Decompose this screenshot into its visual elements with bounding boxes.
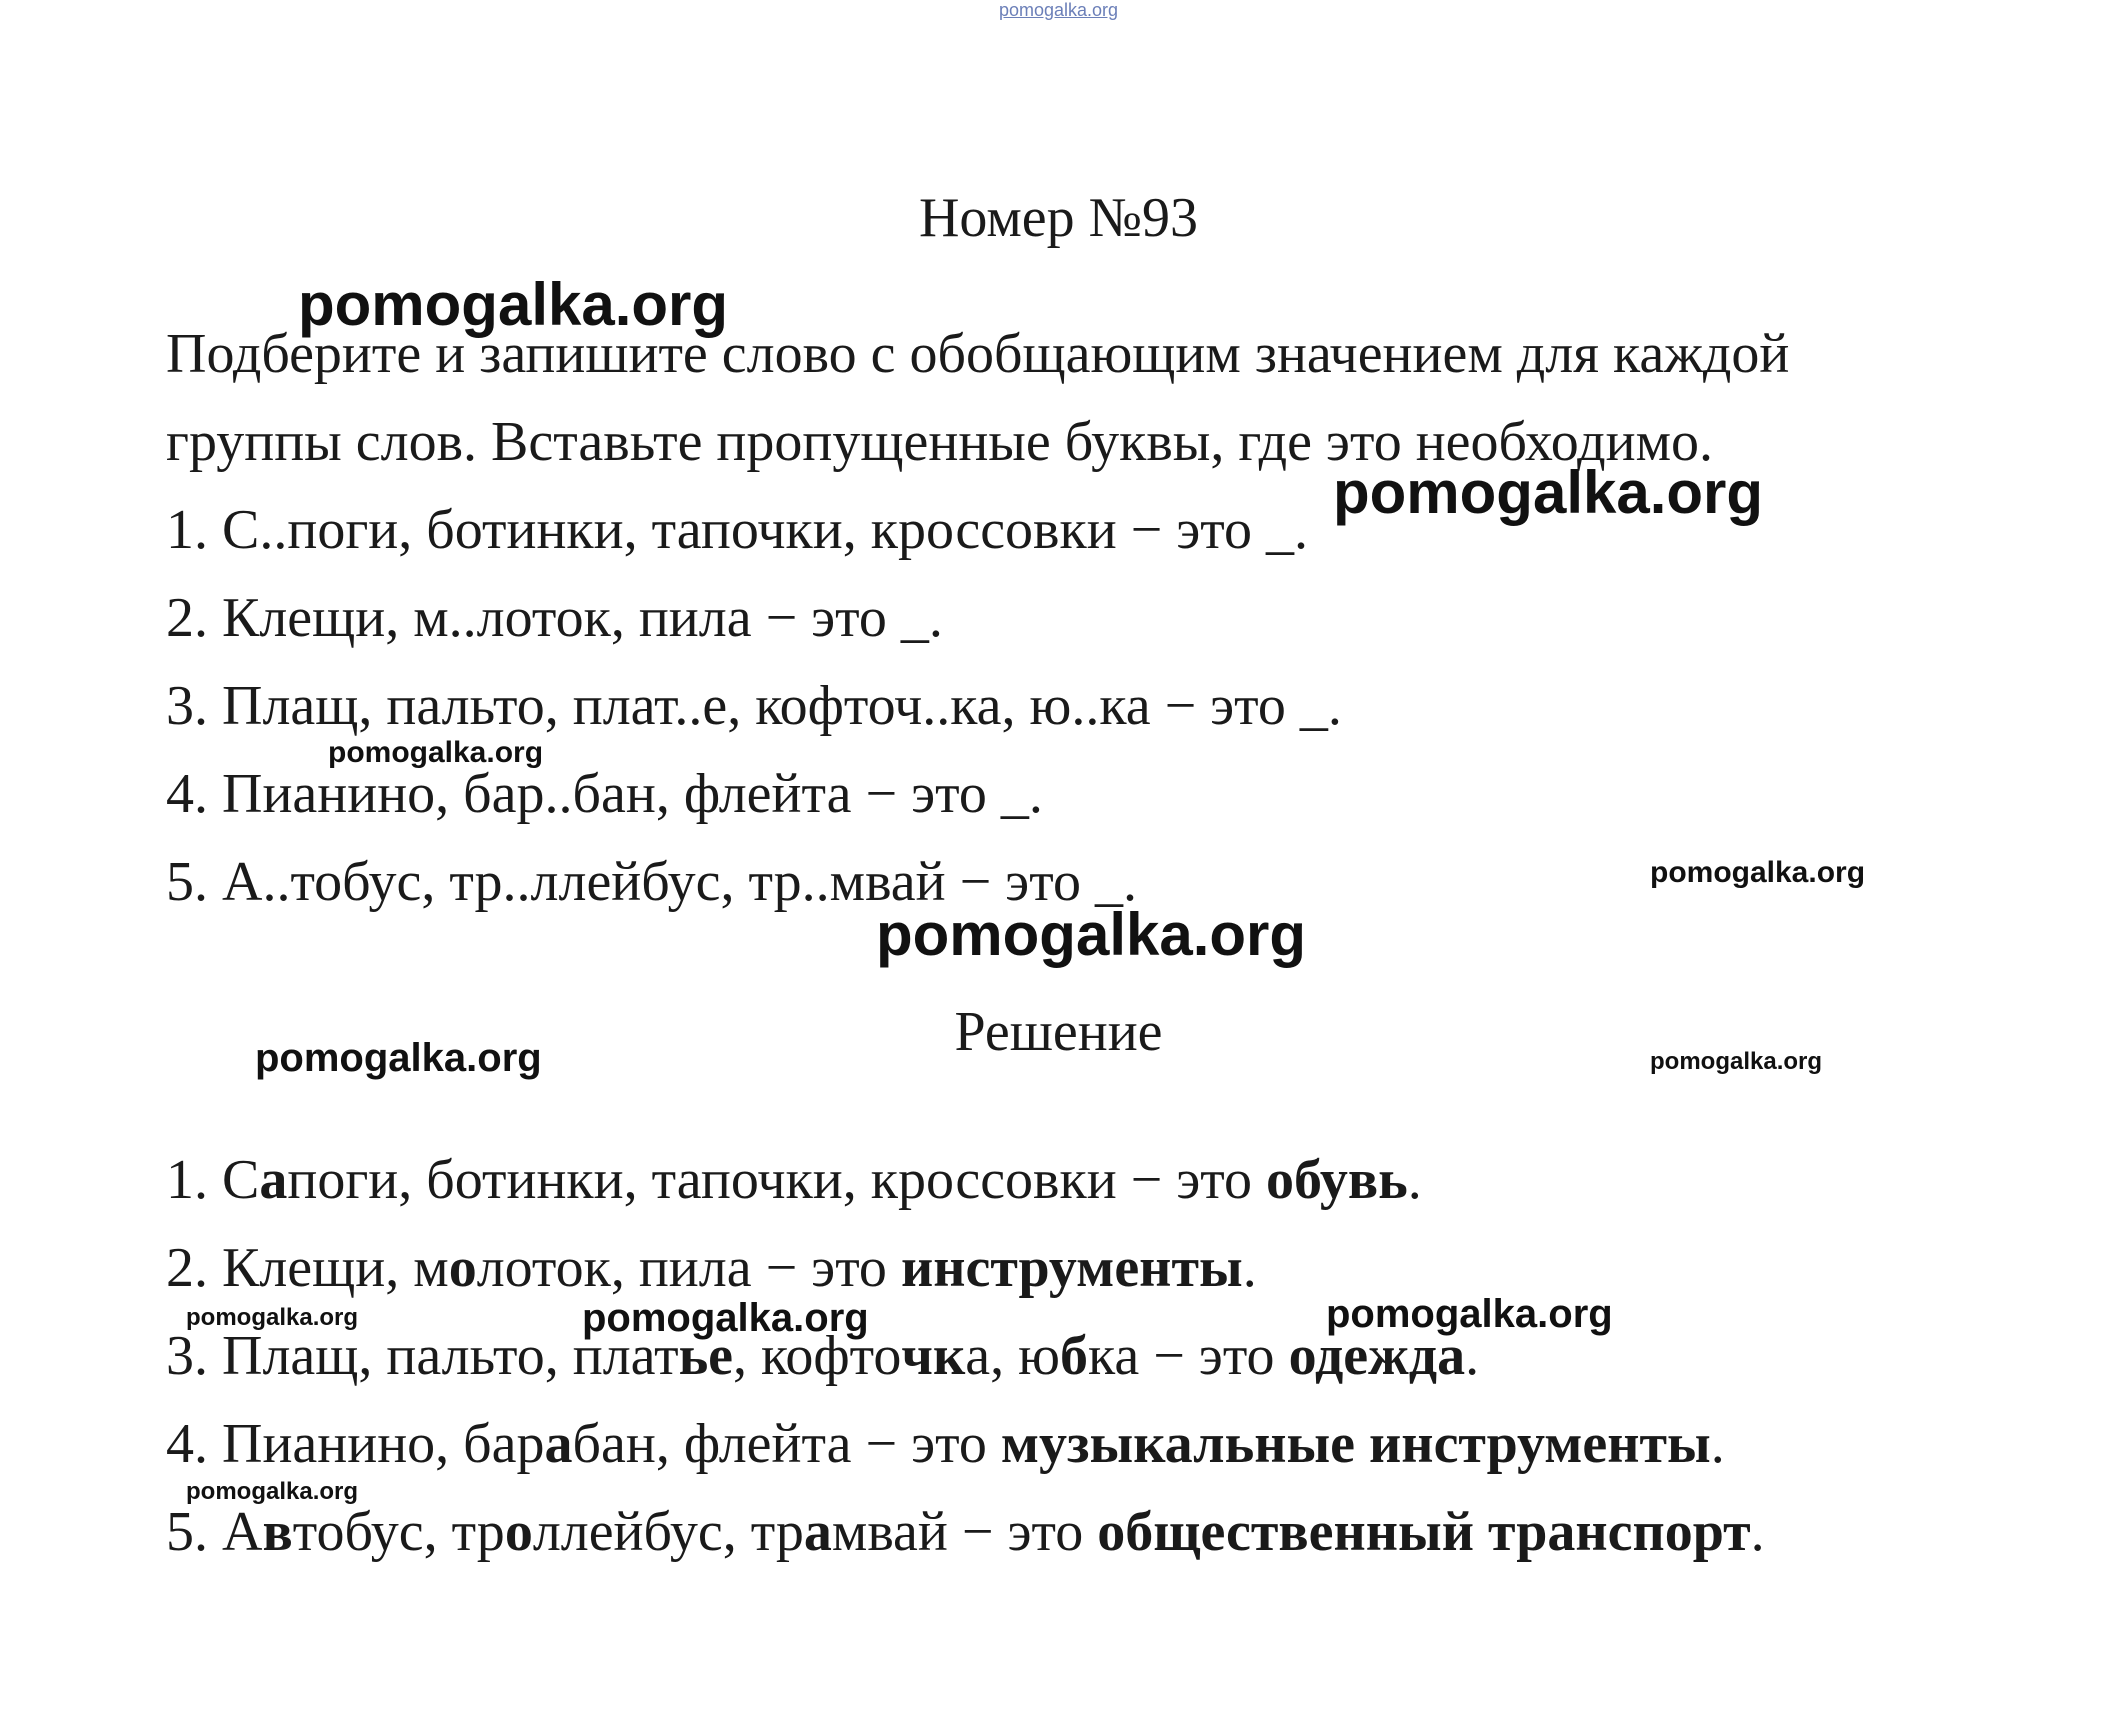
solution-heading: Решение	[954, 1001, 1163, 1063]
watermark: pomogalka.org	[298, 271, 729, 338]
watermark: pomogalka.org	[328, 736, 544, 769]
watermark: pomogalka.org	[876, 901, 1307, 968]
task-item-3: 3. Плащ, пальто, плат..е, кофточ..ка, ю..ка − это _.	[166, 675, 1342, 737]
task-item-4: 4. Пианино, бар..бан, флейта − это _.	[166, 763, 1043, 825]
watermark: pomogalka.org	[186, 1478, 359, 1505]
solution-item-1: 1. Сапоги, ботинки, тапочки, кроссовки − это обувь.	[166, 1149, 1422, 1211]
watermark: pomogalka.org	[582, 1296, 869, 1340]
solution-item-3: 3. Плащ, пальто, платье, кофточка, юбка − это одежда.	[166, 1325, 1480, 1387]
task-item-1: 1. С..поги, ботинки, тапочки, кроссовки − это _.	[166, 499, 1309, 561]
watermark: pomogalka.org	[1326, 1292, 1613, 1336]
task-text-line-1: Подберите и запишите слово с обобщающим значением для каждой	[166, 323, 1790, 385]
task-item-2: 2. Клещи, м..лоток, пила − это _.	[166, 587, 943, 649]
exercise-title: Номер №93	[918, 187, 1199, 249]
watermark: pomogalka.org	[1333, 459, 1764, 526]
watermark: pomogalka.org	[255, 1036, 542, 1080]
source-link[interactable]: pomogalka.org	[998, 0, 1119, 20]
watermark: pomogalka.org	[186, 1304, 359, 1331]
watermark: pomogalka.org	[1650, 1048, 1823, 1075]
solution-item-5: 5. Автобус, троллейбус, трамвай − это общественный транспорт.	[166, 1501, 1765, 1563]
task-text-line-2: группы слов. Вставьте пропущенные буквы, где это необходимо.	[166, 411, 1714, 473]
solution-item-2: 2. Клещи, молоток, пила − это инструменты.	[166, 1237, 1257, 1299]
watermark: pomogalka.org	[1650, 856, 1866, 889]
task-item-5: 5. А..тобус, тр..ллейбус, тр..мвай − это _.	[166, 851, 1137, 913]
solution-item-4: 4. Пианино, барабан, флейта − это музыкальные инструменты.	[166, 1413, 1725, 1475]
